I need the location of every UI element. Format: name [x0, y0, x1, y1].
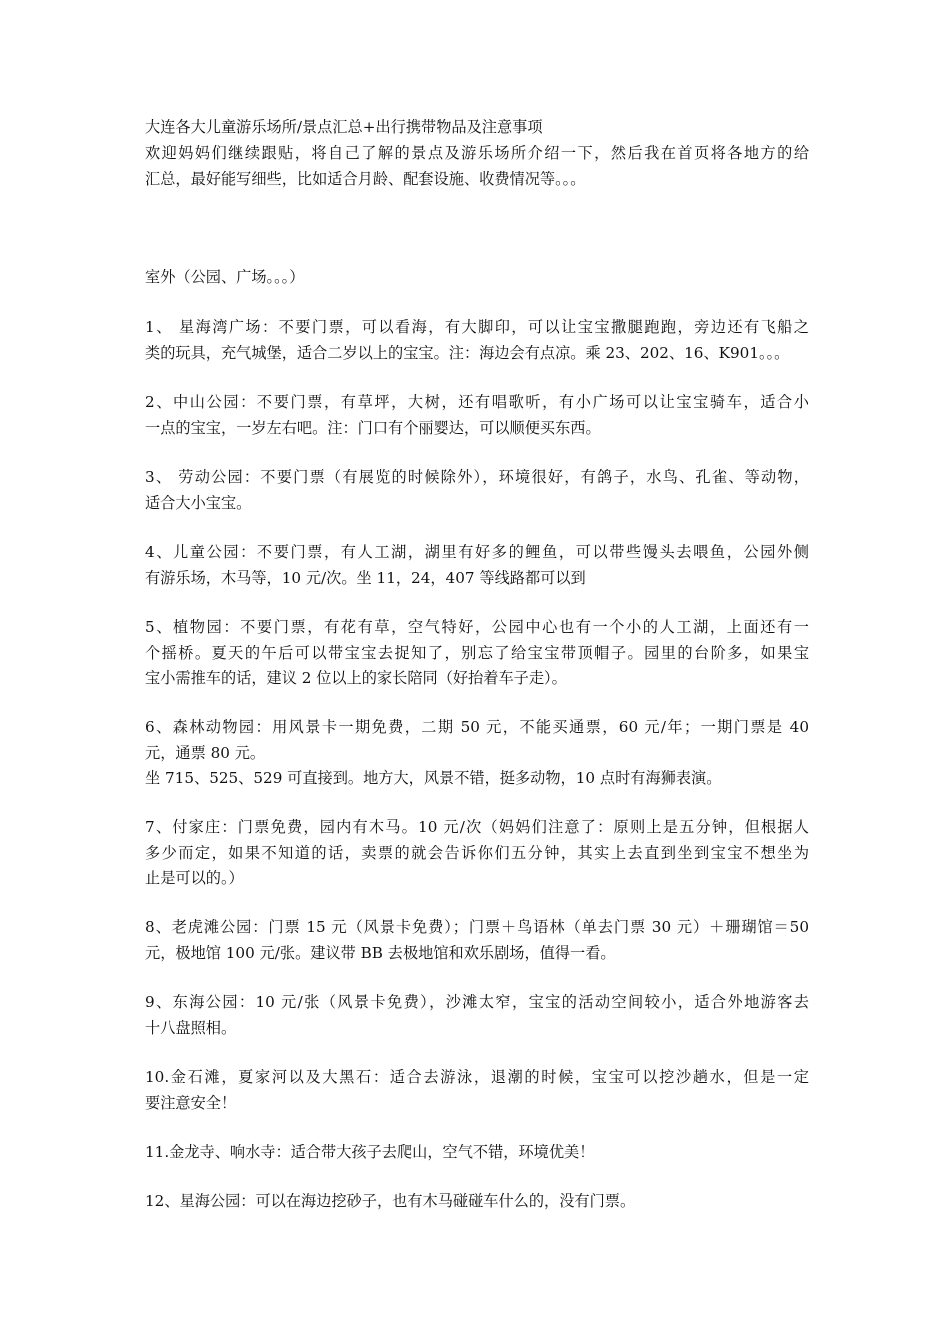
doc-title: 大连各大儿童游乐场所/景点汇总+出行携带物品及注意事项 [145, 118, 543, 136]
list-item-line: 一点的宝宝，一岁左右吧。注：门口有个丽婴达，可以顺便买东西。 [145, 419, 601, 437]
list-item-line: 12、星海公园：可以在海边挖砂子，也有木马碰碰车什么的，没有门票。 [145, 1192, 636, 1210]
list-item-line: 宝小需推车的话，建议 2 位以上的家长陪同（好抬着车子走）。 [145, 669, 567, 687]
list-item-line: 9、东海公园：10 元/张（风景卡免费），沙滩太窄，宝宝的活动空间较小，适合外地游客去 [145, 993, 809, 1011]
list-item-line: 11.金龙寺、响水寺：适合带大孩子去爬山，空气不错，环境优美！ [145, 1143, 595, 1161]
list-item-line: 适合大小宝宝。 [145, 494, 252, 512]
list-item-line: 1、 星海湾广场：不要门票，可以看海，有大脚印，可以让宝宝撒腿跑跑，旁边还有飞船之 [145, 318, 809, 336]
list-item-line: 多少而定，如果不知道的话，卖票的就会告诉你们五分钟，其实上去直到坐到宝宝不想坐为 [145, 844, 809, 862]
list-item-line: 7、付家庄：门票免费，园内有木马。10 元/次（妈妈们注意了：原则上是五分钟，但根据人 [145, 818, 809, 836]
list-item-line: 要注意安全！ [145, 1094, 237, 1112]
list-item-line: 元，通票 80 元。 [145, 744, 266, 762]
list-item-line: 类的玩具，充气城堡，适合二岁以上的宝宝。注：海边会有点凉。乘 23、202、16、K901。。。 [145, 344, 790, 362]
intro-line: 欢迎妈妈们继续跟贴，将自己了解的景点及游乐场所介绍一下，然后我在首页将各地方的给 [145, 144, 809, 162]
list-item-line: 4、儿童公园：不要门票，有人工湖，湖里有好多的鲤鱼，可以带些馒头去喂鱼，公园外侧 [145, 543, 809, 561]
list-item-line: 8、老虎滩公园：门票 15 元（风景卡免费）；门票＋鸟语林（单去门票 30 元）＋珊瑚馆＝50 [145, 918, 809, 936]
list-item-line: 坐 715、525、529 可直接到。地方大，风景不错，挺多动物，10 点时有海狮表演。 [145, 769, 722, 787]
section-heading: 室外（公园、广场。。。） [145, 268, 305, 286]
list-item-line: 3、 劳动公园：不要门票（有展览的时候除外），环境很好，有鸽子，水鸟、孔雀、等动物， [145, 468, 809, 486]
list-item-line: 5、植物园：不要门票，有花有草，空气特好，公园中心也有一个小的人工湖，上面还有一 [145, 618, 809, 636]
list-item-line: 止是可以的。） [145, 869, 244, 887]
intro-line: 汇总，最好能写细些，比如适合月龄、配套设施、收费情况等。。。 [145, 170, 586, 188]
list-item-line: 6、森林动物园：用风景卡一期免费，二期 50 元，不能买通票，60 元/年；一期门票是 40 [145, 718, 809, 736]
list-item-line: 十八盘照相。 [145, 1019, 237, 1037]
list-item-line: 元，极地馆 100 元/张。建议带 BB 去极地馆和欢乐剧场，值得一看。 [145, 944, 616, 962]
list-item-line: 有游乐场，木马等，10 元/次。坐 11，24，407 等线路都可以到 [145, 569, 586, 587]
list-item-line: 个摇桥。夏天的午后可以带宝宝去捉知了，别忘了给宝宝带顶帽子。园里的台阶多，如果宝 [145, 644, 809, 662]
list-item-line: 10.金石滩，夏家河以及大黑石：适合去游泳，退潮的时候，宝宝可以挖沙趟水，但是一定 [145, 1068, 809, 1086]
list-item-line: 2、中山公园：不要门票，有草坪，大树，还有唱歌听，有小广场可以让宝宝骑车，适合小 [145, 393, 809, 411]
